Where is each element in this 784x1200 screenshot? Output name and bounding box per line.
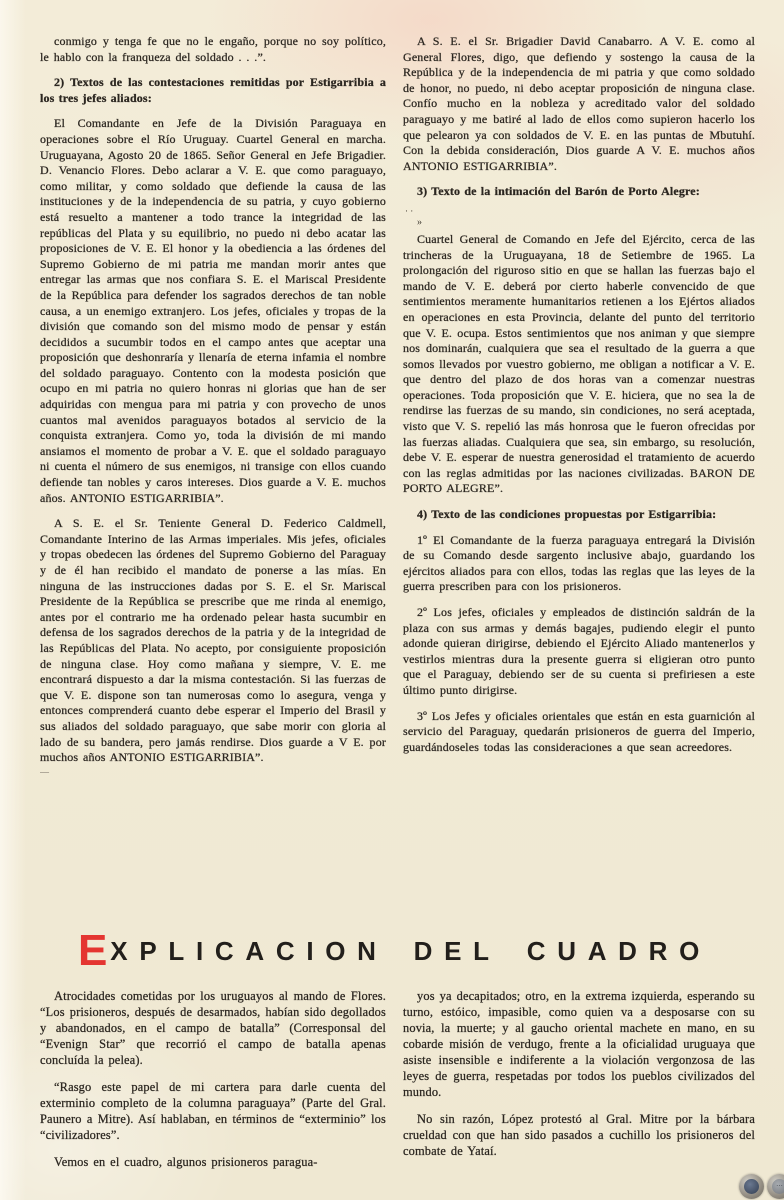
coin-dark-center-icon xyxy=(744,1179,759,1194)
bottom-right-column xyxy=(403,988,755,1181)
metal-coin-icon xyxy=(739,1174,764,1199)
banner-explicacion-del-cuadro xyxy=(34,926,755,976)
section-heading-2-contestaciones: 2) Textos de las contestaciones remitidas por Estigarribia a los tres jefes aliados: xyxy=(40,75,386,105)
paragraph-atrocidades: Atrocidades cometidas por los uruguayos al mando de Flores. “Los prisioneros, después de desarmados, habían sido degollados y abandonados, en el campo de batalla” (Corresponsal del “Evenign Star” que recorrió el campo de batalla apenas concluída la pelea). xyxy=(40,989,386,1067)
banner-word-del: DEL xyxy=(413,936,501,966)
top-columns xyxy=(40,34,755,776)
bottom-columns xyxy=(40,988,755,1181)
paragraph-porto-alegre-ultimatum: Cuartel General de Comando en Jefe del Ejército, cerca de las trincheras de la Uruguayana, 18 de Setiembre de 1965. La prolongación del riguroso sitio en que se hallan las fuerzas bajo el mando de V. E. deberá por cierto haberle convencido de que sentimientos meramente humanitarios retienen a los Ejértos aliados en operaciones en esta Provincia, delante del punto del territorio que V. E. ocupa. Estos sentimientos que nos animan y que siempre nos dominarán, cualquiera que sea el resultado de la guerra a que somos llevados por vuestro gobierno, me obligan a notificar a V. E. que dentro del plazo de dos horas van a comenzar nuestras operaciones. Toda proposición que V. E. hiciera, que no sea la de rendirse las fuerzas de su mando, sin condiciones, no será aceptada, visto que V. S. repelió las más honrosa que le fueron ofrecidas por las fuerzas aliadas. Cualquiera que sea, sin embargo, su resolución, debe V. E. esperar de nuestra generosidad el tratamiento de acuerdo con las reglas admitidas por las naciones civilizadas. BARON DE PORTO ALEGRE”. xyxy=(403,231,755,496)
top-right-column xyxy=(403,34,755,776)
banner-red-initial: E xyxy=(77,926,108,975)
bottom-left-column xyxy=(40,988,386,1181)
banner-word-cuadro: CUADRO xyxy=(526,936,712,966)
paragraph-letter-to-canabarro: A S. E. el Sr. Brigadier David Canabarro. A V. E. como al General Flores, digo, que defiendo y sostengo la causa de la República y de la independencia de mi patria y que como soldado de honor, no puedo, ni debo aceptar proposición de ninguna clase. Confío mucho en la nobleza y acreditado valor del soldado paraguayo y me batiré al lado de ellos como supieron hacerlo los que pelearon ya con soldados de V. E. en las puntas de Mbutuhí. Con la debida consideración, Dios guarde A V. E. muchos años ANTONIO ESTIGARRIBIA”. xyxy=(403,34,755,173)
print-artifact-arrow: » xyxy=(417,216,422,228)
print-artifact-dash: — xyxy=(40,766,49,777)
paragraph-rasgo-papel: “Rasgo este papel de mi cartera para darle cuenta del exterminio completo de la columna paraguaya” (Parte del Gral. Paunero a Mitre). Así hablaban, en términos de “exterminio” los “civilizadores”. xyxy=(40,1080,386,1142)
coin-dots-icon: ··· xyxy=(772,1179,784,1194)
paragraph-condition-2: 2º Los jefes, oficiales y empleados de distinción saldrán de la plaza con sus armas y demás bagajes, pudiendo elegir el punto adonde quieran dirigirse, debiendo el Ejército Aliado mantenerlos y vestirlos mientras dura la presente guerra si eligieran otro punto que el Paraguay, debiendo ser de su cuenta si prefiriesen a este último punto dirigirse. xyxy=(403,605,755,697)
top-text-section xyxy=(40,34,755,926)
print-artifact-dots: · · xyxy=(405,205,414,216)
bottom-text-section xyxy=(40,988,755,1181)
paragraph-letter-to-caldmell: A S. E. el Sr. Teniente General D. Federico Caldmell, Comandante Interino de las Armas imperiales. Mis jefes, oficiales y tropas obedecen las órdenes del Supremo Gobierno del Paraguay y de él han recibido el mandato de ponerse a las mías. En ninguna de las instrucciones dadas por S. E. el Sr. Mariscal Presidente de la República se prescribe que me rinda al enemigo, antes por el contrario me ha ordenado pelear hasta sucumbir en defensa de los sagrados derechos de la patria y de la integridad de las Repúblicas del Plata. No acepto, por consiguiente proposición de ninguna clase. Hoy como mañana y siempre, V. E. me encontrará dispuesto a dar la misma contestación. Si las fuerzas de que V. E. dispone son tan numerosas como lo asegura, venga y entonces comprenderá cuanto debe esperar el Imperio del Brasil y sus aliados del soldado paraguayo, que sabe morir con gloria al lado de su bandera, pero jamás rendirse. Dios guarde a V E. por muchos años ANTONIO ESTIGARRIBIA”. xyxy=(40,516,386,765)
banner-word-explicacion: XPLICACION xyxy=(110,936,388,966)
section-heading-3-intimacion: 3) Texto de la intimación del Barón de Porto Alegre: xyxy=(417,184,700,199)
corner-coin-badges xyxy=(739,1174,784,1199)
paragraph-letter-to-flores: El Comandante en Jefe de la División Paraguaya en operaciones sobre el Río Uruguay. Cuartel General en marcha. Uruguayana, Agosto 20 de 1865. Señor General en Jefe Brigadier. D. Venancio Flores. Debo aclarar a V. E. que como paraguayo, como militar, y como soldado que defiende la causa de las instituciones y de la independencia de su patria, y cuyo gobierno está resuelto a mantener a todo trance la integridad de las repúblicas del Plata y su equilibrio, no puedo ni debo acatar las proposiciones de V. E. El honor y la obediencia a las órdenes del Supremo Gobierno de mi patria me mandan morir antes que entregar las armas que nos confiara S. E. el Mariscal Presidente de la República para defender los sagrados derechos de tan noble causa, a un enemigo extranjero. Los jefes, oficiales y tropas de la división que comando son del mismo modo de pensar y están decididos a sucumbir todos en el campo antes que aceptar una proposición que deshonraría y llenaría de eterna infamia el nombre del soldado paraguayo. Contento con la modesta posición que ocupo en mi patria no quiero honras ni glorias que han de ser adquiridas con mengua para mi patria y con provecho de unos cuantos mal avenidos paraguayos botados al servicio de la conquista extranjera. Como yo, toda la división de mi mando ansiamos el momento de probar a V. E. que el soldado paraguayo ni cuenta el número de sus enemigos, ni transige con ellos cuando defiende tan nobles y caros intereses. Dios guarde a V. E. muchos años. ANTONIO ESTIGARRIBIA”. xyxy=(40,116,386,505)
paragraph-condition-1: 1º El Comandante de la fuerza paraguaya entregará la División de su Comando desde sargento inclusive abajo, guardando los ejércitos aliados para con ellos, todas las reglas que las leyes de la guerra prescriben para con los prisioneros. xyxy=(403,532,755,594)
paragraph-soldier-frankness: conmigo y tenga fe que no le engaño, porque no soy político, le hablo con la franqueza del soldado . . .”. xyxy=(40,34,386,64)
paragraph-decapitados-gaucho: yos ya decapitados; otro, en la extrema izquierda, esperando su turno, estóico, impasible, como quien va a desposarse con su novia, la muerte; y al gaucho oriental machete en mano, en su cobarde misión de verdugo, frente a la oficialidad uruguaya que asiste insensible e indiferente a la violación vergonzosa de las leyes de guerra, respetadas por todos los pueblos civilizados del mundo. xyxy=(403,989,755,1099)
paragraph-vemos-en-el-cuadro: Vemos en el cuadro, algunos prisioneros paragua- xyxy=(54,1155,318,1169)
print-artifact-marks xyxy=(405,206,755,230)
paragraph-condition-3: 3º Los Jefes y oficiales orientales que están en esta guarnición al servicio del Paraguay, quedarán prisioneros de guerra del Imperio, guardándoseles todas las consideraciones a que sean acreedores. xyxy=(403,708,755,754)
metal-coin-dotted-icon xyxy=(767,1174,784,1199)
section-heading-4-condiciones: 4) Texto de las condiciones propuestas por Estigarribia: xyxy=(417,507,717,522)
paragraph-lopez-protesta: No sin razón, López protestó al Gral. Mitre por la bárbara crueldad con que han sido pasados a cuchillo los prisioneros del combate de Yataí. xyxy=(403,1112,755,1158)
top-left-column xyxy=(40,34,386,776)
